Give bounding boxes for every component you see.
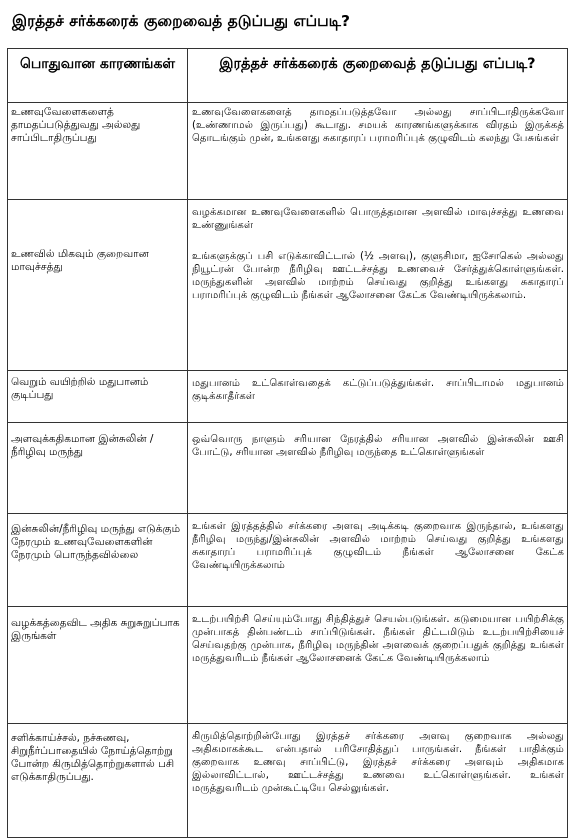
prevention-cell: ஒவ்வொரு நாளும் சரியான நேரத்தில் சரியான அளவில் இன்சுலின் ஊசி போட்டு, சரியான அளவில் நீரிழிவு மருந்தை உட்கொள்ளுங்கள்	[188, 423, 568, 514]
prevention-cell: உடற்பயிற்சி செய்யும்போது சிந்தித்துச் செயல்படுங்கள். கடுமையான பயிற்சிக்கு முன்பாகத் தின்பண்டம் சாப்பிடுங்கள். நீங்கள் திட்டமிடும் உடற்பயிற்சியைச் செய்வதற்கு முன்பாக, நீரிழிவு மருந்தின் அளவைக் குறைப்பதுக் குறித்து உங்கள் மருத்துவரிடம் நீங்கள் ஆலோசனைக் கேட்க வேண்டியிருக்கலாம்	[188, 607, 568, 724]
table-row	[8, 200, 568, 371]
cause-cell: உணவுவேளைகளைத் தாமதப்படுத்துவது அல்லது சாப்பிடாதிருப்பது	[8, 103, 188, 200]
table-row	[8, 514, 568, 607]
table-row	[8, 103, 568, 200]
prevention-cell: உணவுவேளைகளைத் தாமதப்படுத்தவோ அல்லது சாப்பிடாதிருக்கவோ (உண்ணாமல் இருப்பது) கூடாது. சமயக் காரணங்களுக்காக விரதம் இருக்கத் தொடங்கும் முன், உங்களது சுகாதாரப் பராமரிப்புக் குழுவிடம் கலந்து பேசுங்கள்	[188, 103, 568, 200]
table-row	[8, 724, 568, 838]
header-common-causes: பொதுவான காரணங்கள்	[8, 49, 188, 103]
cause-cell: அளவுக்கதிகமான இன்சுலின் / நீரிழிவு மருந்து	[8, 423, 188, 514]
prevention-cell: உங்கள் இரத்தத்தில் சர்க்கரை அளவு அடிக்கடி குறைவாக இருந்தால், உங்களது நீரிழிவு மருந்து/இன்சுலின் அளவில் மாற்றம் செய்வது குறித்து உங்களது சுகாதாரப் பராமரிப்புக் குழுவிடம் நீங்கள் ஆலோசனை கேட்க வேண்டியிருக்கலாம்	[188, 514, 568, 607]
prevention-table	[7, 48, 568, 838]
cause-cell: வெறும் வயிற்றில் மதுபானம் குடிப்பது	[8, 371, 188, 423]
table-header-row	[8, 49, 568, 103]
prevention-cell: மதுபானம் உட்கொள்வதைக் கட்டுப்படுத்துங்கள். சாப்பிடாமல் மதுபானம் குடிக்காதீர்கள்	[188, 371, 568, 423]
table-row	[8, 371, 568, 423]
cause-cell: இன்சுலின்/நீரிழிவு மருந்து எடுக்கும் நேரமும் உணவுவேளைகளின் நேரமும் பொருந்தவில்லை	[8, 514, 188, 607]
cause-cell: உணவில் மிகவும் குறைவான மாவுச்சத்து	[8, 200, 188, 371]
cause-cell: வழக்கத்தைவிட அதிக சுறுசுறுப்பாக இருங்கள்	[8, 607, 188, 724]
prevention-paragraph: வழக்கமான உணவுவேளைகளில் பொருத்தமான அளவில் மாவுச்சத்து உணவை உண்ணுங்கள்	[192, 207, 564, 231]
table-row	[8, 607, 568, 724]
cause-cell: சளிக்காய்ச்சல், நச்சுணவு, சிறுநீர்ப்பாதையில் நோய்த்தொற்று போன்ற கிருமித்தொற்றுகளால் பசி எடுக்காதிருப்பது.	[8, 724, 188, 838]
header-prevention: இரத்தச் சர்க்கரைக் குறைவைத் தடுப்பது எப்படி?	[188, 49, 568, 103]
page-title: இரத்தச் சர்க்கரைக் குறைவைத் தடுப்பது எப்படி?	[12, 12, 350, 30]
prevention-cell	[188, 200, 568, 371]
prevention-cell: கிருமித்தொற்றின்போது இரத்தச் சர்க்கரை அளவு குறைவாக அல்லது அதிகமாகக்கூட என்பதால் பரிசோதித்துப் பாருங்கள். நீங்கள் பாதிக்கும் குறைவாக உணவு சாப்பிட்டு, இரத்தச் சர்க்கரை அளவும் அதிகமாக இல்லாவிட்டால், ஊட்டச்சத்து உணவை உட்கொள்ளுங்கள். உங்கள் மருத்துவரிடம் முன்கூட்டியே செல்லுங்கள்.	[188, 724, 568, 838]
prevention-paragraph: உங்களுக்குப் பசி எடுக்காவிட்டால் (½ அளவு), குளுசிமா, ஐசோகெல் அல்லது நியூட்ரன் போன்ற நீரிழிவு ஊட்டச்சத்து உணவைச் சேர்த்துக்கொள்ளுங்கள். மருந்துகளின் அளவில் மாற்றம் செய்வது குறித்து உங்களது சுகாதாரப் பராமரிப்புக் குழுவிடம் நீங்கள் ஆலோசனை கேட்க வேண்டியிருக்கலாம்.	[192, 251, 564, 301]
table-row	[8, 423, 568, 514]
